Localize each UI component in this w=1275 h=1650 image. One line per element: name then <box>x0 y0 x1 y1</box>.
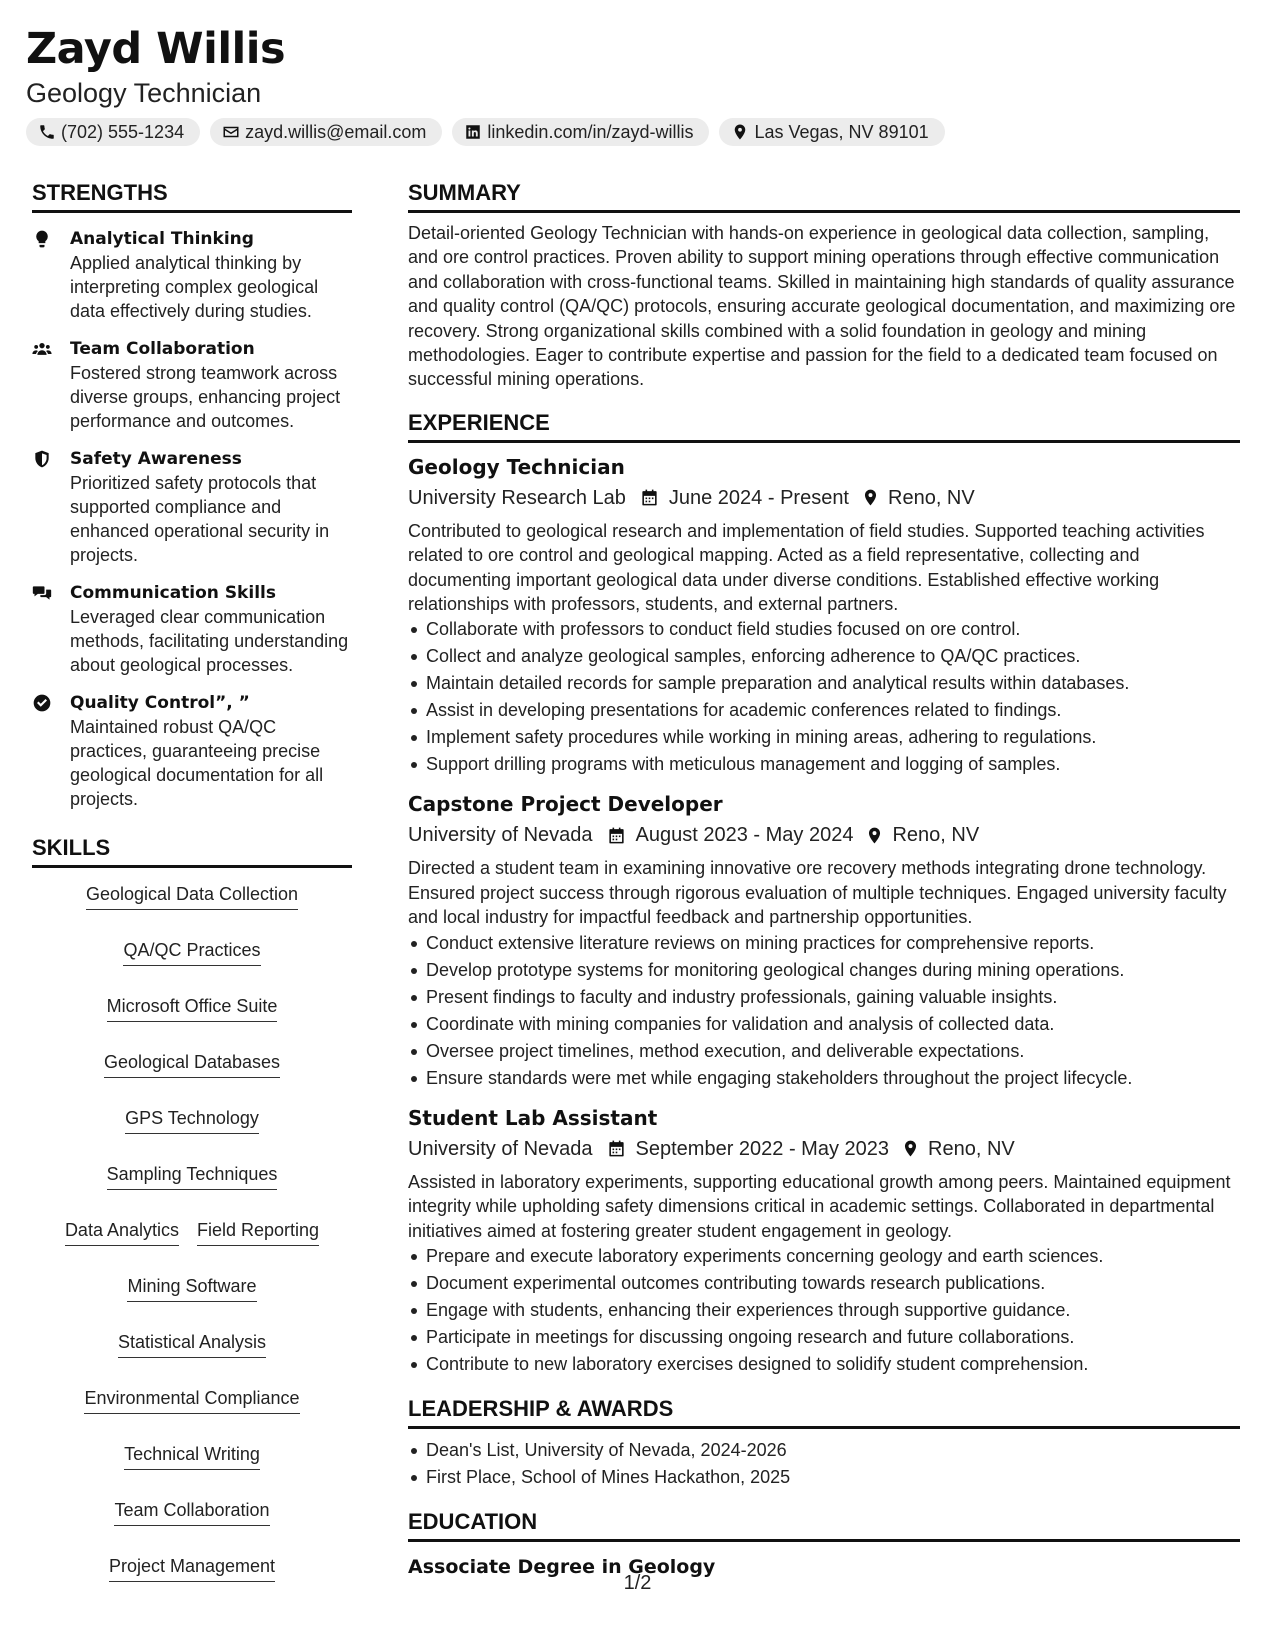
calendar-icon <box>640 488 659 507</box>
job-bullet: Collect and analyze geological samples, enforcing adherence to QA/QC practices. <box>408 643 1240 670</box>
skill-tag: Environmental Compliance <box>84 1386 299 1414</box>
skill-tag: Microsoft Office Suite <box>107 994 278 1022</box>
skill-tag: Project Management <box>109 1554 275 1582</box>
job-bullet: Assist in developing presentations for academic conferences related to findings. <box>408 697 1240 724</box>
job-location: Reno, NV <box>888 486 975 509</box>
job-bullet: Coordinate with mining companies for validation and analysis of collected data. <box>408 1011 1240 1038</box>
job-bullet: Maintain detailed records for sample preparation and analytical results within databases. <box>408 670 1240 697</box>
strength-desc: Applied analytical thinking by interpreting complex geological data effectively during studies. <box>70 253 319 321</box>
skill-tag: Mining Software <box>127 1274 256 1302</box>
skill-tag: Technical Writing <box>124 1442 260 1470</box>
lightbulb-icon <box>32 229 52 249</box>
job-description: Contributed to geological research and implementation of field studies. Supported teaching activities related to ore control and geological mapping. Acted as a field representative, collecting and documenting important geological data under diverse conditions. Established effective working relationships with professors, students, and external partners. <box>408 520 1205 615</box>
strengths-section <box>32 178 352 811</box>
strength-item <box>32 227 352 323</box>
map-pin-icon <box>731 123 749 141</box>
job-bullet: Ensure standards were met while engaging stakeholders throughout the project lifecycle. <box>408 1065 1240 1092</box>
job-bullets <box>408 1243 1240 1378</box>
contact-phone-text: (702) 555-1234 <box>61 121 185 142</box>
strength-name: Quality Control”, ” <box>70 693 250 713</box>
job-title: Capstone Project Developer <box>408 792 723 817</box>
candidate-name: Zayd Willis <box>26 24 286 74</box>
map-pin-icon <box>901 1139 920 1158</box>
job-bullet: Present findings to faculty and industry professionals, gaining valuable insights. <box>408 984 1240 1011</box>
strength-item <box>32 691 352 811</box>
skills-section <box>32 833 352 1582</box>
job-bullet: Support drilling programs with meticulous management and logging of samples. <box>408 751 1240 778</box>
job-dates: August 2023 - May 2024 <box>635 824 854 847</box>
strength-name: Team Collaboration <box>70 339 255 359</box>
job-title: Geology Technician <box>408 454 625 479</box>
job-meta <box>408 483 1240 513</box>
job-dates: June 2024 - Present <box>668 486 849 509</box>
job-entry <box>408 453 1240 779</box>
calendar-icon <box>607 1139 626 1158</box>
awards-heading: LEADERSHIP & AWARDS <box>408 1394 1240 1429</box>
skill-tag: Statistical Analysis <box>118 1330 266 1358</box>
job-bullets <box>408 616 1240 778</box>
award-item: First Place, School of Mines Hackathon, 2025 <box>408 1464 1240 1491</box>
job-bullet: Oversee project timelines, method execution, and deliverable expectations. <box>408 1038 1240 1065</box>
strength-name: Communication Skills <box>70 583 276 603</box>
award-item: Dean's List, University of Nevada, 2024-2026 <box>408 1437 1240 1464</box>
chat-bubbles-icon <box>32 583 52 603</box>
strength-item <box>32 337 352 433</box>
skill-tag: GPS Technology <box>125 1106 259 1134</box>
summary-heading: SUMMARY <box>408 178 1240 213</box>
contact-bar <box>26 118 1246 146</box>
job-bullet: Participate in meetings for discussing ongoing research and future collaborations. <box>408 1324 1240 1351</box>
phone-icon <box>38 123 56 141</box>
job-bullet: Contribute to new laboratory exercises designed to solidify student comprehension. <box>408 1351 1240 1378</box>
strength-name: Analytical Thinking <box>70 229 254 249</box>
skill-tag: Geological Data Collection <box>86 882 298 910</box>
left-column <box>32 178 352 1582</box>
job-bullet: Collaborate with professors to conduct field studies focused on ore control. <box>408 616 1240 643</box>
awards-list <box>408 1437 1240 1491</box>
skill-tag: Sampling Techniques <box>107 1162 278 1190</box>
job-location: Reno, NV <box>928 1137 1015 1160</box>
summary-section <box>408 178 1240 392</box>
candidate-title: Geology Technician <box>26 78 262 108</box>
education-heading: EDUCATION <box>408 1507 1240 1542</box>
skill-tag: Geological Databases <box>104 1050 280 1078</box>
job-bullet: Develop prototype systems for monitoring geological changes during mining operations. <box>408 957 1240 984</box>
map-pin-icon <box>861 488 880 507</box>
strengths-heading: STRENGTHS <box>32 178 352 213</box>
job-bullets <box>408 930 1240 1092</box>
job-bullet: Conduct extensive literature reviews on mining practices for comprehensive reports. <box>408 930 1240 957</box>
skill-tag: QA/QC Practices <box>123 938 260 966</box>
job-title: Student Lab Assistant <box>408 1105 658 1130</box>
strength-desc: Leveraged clear communication methods, facilitating understanding about geological processes. <box>70 607 349 675</box>
shield-icon <box>32 449 52 469</box>
strength-name: Safety Awareness <box>70 449 242 469</box>
job-bullet: Engage with students, enhancing their experiences through supportive guidance. <box>408 1297 1240 1324</box>
strength-desc: Maintained robust QA/QC practices, guaranteeing precise geological documentation for all projects. <box>70 717 324 809</box>
check-circle-icon <box>32 693 52 713</box>
experience-heading: EXPERIENCE <box>408 408 1240 443</box>
job-entry <box>408 1104 1240 1378</box>
job-description: Directed a student team in examining innovative ore recovery methods integrating drone technology. Ensured project success through rigorous evaluation of multiple techniques. Engaged university faculty and local industry for impactful feedback and partnership opportunities. <box>408 858 1227 928</box>
job-meta <box>408 1134 1240 1164</box>
skill-tag: Field Reporting <box>197 1218 319 1246</box>
job-org: University Research Lab <box>408 486 626 509</box>
strength-desc: Fostered strong teamwork across diverse groups, enhancing project performance and outcomes. <box>70 363 341 431</box>
job-entry <box>408 790 1240 1091</box>
job-bullet: Document experimental outcomes contributing towards research publications. <box>408 1270 1240 1297</box>
contact-phone[interactable] <box>26 118 200 146</box>
strength-item <box>32 447 352 567</box>
skill-tag: Team Collaboration <box>114 1498 269 1526</box>
skill-tag: Data Analytics <box>65 1218 179 1246</box>
calendar-icon <box>607 826 626 845</box>
awards-section <box>408 1394 1240 1491</box>
page-number: 1/2 <box>623 1572 652 1594</box>
strength-desc: Prioritized safety protocols that supported compliance and enhanced operational security in projects. <box>70 473 330 565</box>
contact-email-text: zayd.willis@email.com <box>245 121 427 142</box>
experience-section <box>408 408 1240 1378</box>
job-bullet: Prepare and execute laboratory experiments concerning geology and earth sciences. <box>408 1243 1240 1270</box>
strength-item <box>32 581 352 677</box>
contact-location <box>719 118 944 146</box>
contact-linkedin[interactable] <box>452 118 709 146</box>
skills-heading: SKILLS <box>32 833 352 868</box>
users-icon <box>32 339 52 359</box>
education-section <box>408 1507 1240 1580</box>
contact-location-text: Las Vegas, NV 89101 <box>754 121 929 142</box>
degree-title: Associate Degree in Geology <box>408 1555 716 1578</box>
linkedin-icon <box>464 123 482 141</box>
map-pin-icon <box>865 826 884 845</box>
right-column <box>408 178 1240 1580</box>
envelope-icon <box>222 123 240 141</box>
job-bullet: Implement safety procedures while working in mining areas, adhering to regulations. <box>408 724 1240 751</box>
job-meta <box>408 820 1240 850</box>
job-org: University of Nevada <box>408 1137 593 1160</box>
job-dates: September 2022 - May 2023 <box>635 1137 890 1160</box>
job-description: Assisted in laboratory experiments, supporting educational growth among peers. Maintained equipment integrity while upholding safety dimensions critical in academic settings. Collaborated in departmental initiatives aimed at fostering greater student engagement in geology. <box>408 1171 1231 1241</box>
resume-header <box>26 24 1246 146</box>
contact-email[interactable] <box>210 118 442 146</box>
job-location: Reno, NV <box>892 824 980 847</box>
skills-list <box>32 882 352 1582</box>
contact-linkedin-text: linkedin.com/in/zayd-willis <box>487 121 694 142</box>
job-org: University of Nevada <box>408 824 593 847</box>
summary-text: Detail-oriented Geology Technician with hands-on experience in geological data collection, sampling, and ore control practices. Proven ability to support mining operations through effective communication and collaboration with cross-functional teams. Skilled in maintaining high standards of quality assurance and quality control (QA/QC) protocols, ensuring accurate geological documentation, and maximizing ore recovery. Strong organizational skills combined with a solid foundation in geology and mining methodologies. Eager to contribute expertise and passion for the field to a dedicated team focused on successful mining operations. <box>408 223 1236 390</box>
